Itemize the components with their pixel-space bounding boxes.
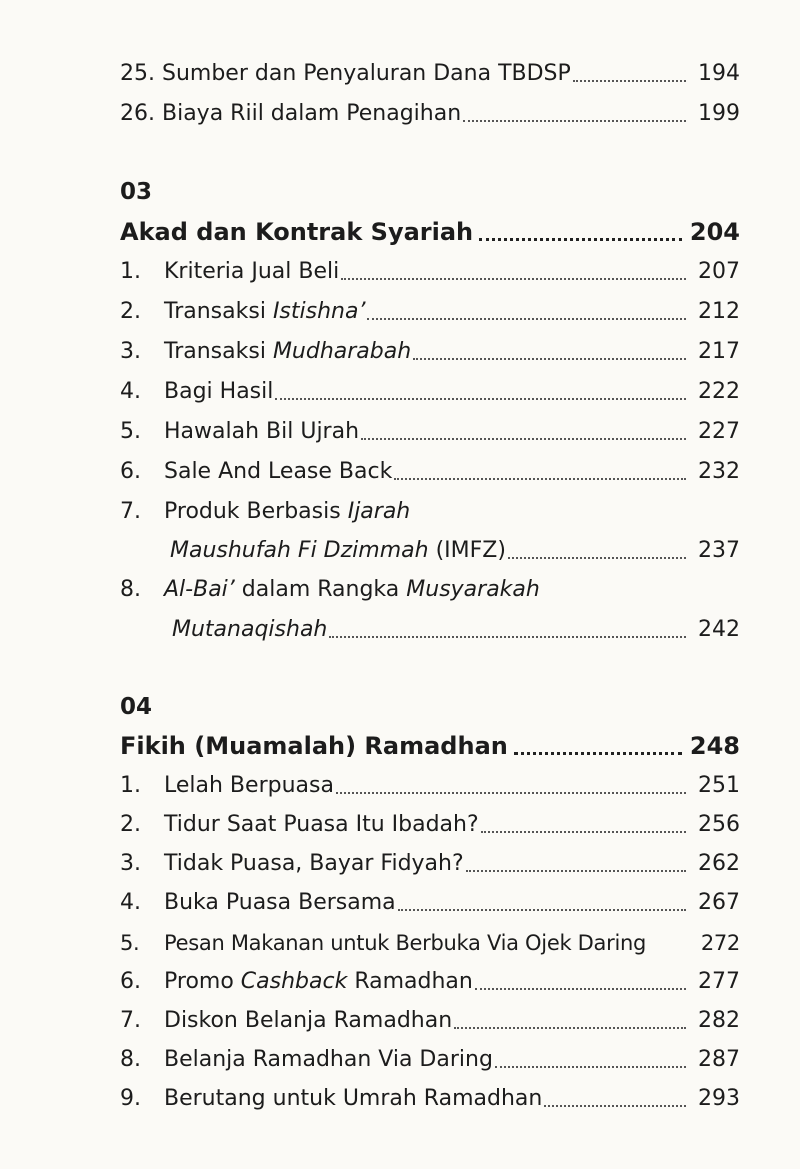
toc-entry bbox=[120, 1046, 740, 1074]
leader-dots bbox=[508, 556, 686, 559]
leader-dots bbox=[544, 1104, 686, 1107]
toc-entry-line1 bbox=[120, 498, 740, 526]
toc-entry-25 bbox=[120, 60, 740, 88]
section-page: 204 bbox=[689, 218, 740, 246]
entry-title: Bagi Hasil bbox=[164, 379, 274, 404]
leader-dots bbox=[475, 987, 686, 990]
toc-entry bbox=[120, 298, 740, 326]
entry-number: 6. bbox=[120, 969, 141, 994]
toc-entry bbox=[120, 1085, 740, 1113]
entry-title: Tidak Puasa, Bayar Fidyah? bbox=[164, 851, 464, 876]
leader-dots bbox=[466, 869, 686, 872]
leader-dots bbox=[367, 317, 686, 320]
entry-number: 3. bbox=[120, 339, 141, 364]
entry-title: Kriteria Jual Beli bbox=[164, 259, 340, 284]
entry-page: 277 bbox=[698, 969, 740, 994]
entry-page: 232 bbox=[698, 459, 740, 484]
entry-page: 194 bbox=[698, 61, 740, 86]
leader-dots bbox=[398, 908, 686, 911]
toc-entry bbox=[120, 850, 740, 878]
entry-title: Belanja Ramadhan Via Daring bbox=[164, 1047, 493, 1072]
entry-number: 1. bbox=[120, 773, 141, 798]
toc-entry-26 bbox=[120, 100, 740, 128]
toc-entry bbox=[120, 889, 740, 917]
entry-page: 227 bbox=[698, 419, 740, 444]
section-title: Akad dan Kontrak Syariah bbox=[120, 218, 474, 246]
leader-dots bbox=[394, 477, 686, 480]
toc-entry-line2 bbox=[120, 616, 740, 644]
leader-dots bbox=[361, 437, 686, 440]
entry-page: 199 bbox=[698, 101, 740, 126]
entry-title: Pesan Makanan untuk Berbuka Via Ojek Daring bbox=[164, 931, 647, 955]
toc-entry bbox=[120, 458, 740, 486]
entry-page: 282 bbox=[698, 1008, 740, 1033]
toc-entry-line1 bbox=[120, 576, 740, 604]
entry-title: Tidur Saat Puasa Itu Ibadah? bbox=[164, 812, 479, 837]
entry-page: 242 bbox=[698, 617, 740, 642]
entry-page: 262 bbox=[698, 851, 740, 876]
entry-page: 256 bbox=[698, 812, 740, 837]
entry-title-cont: Mutanaqishah bbox=[172, 617, 328, 642]
entry-title: Al-Bai’ dalam Rangka Musyarakah bbox=[164, 577, 540, 602]
entry-title: Biaya Riil dalam Penagihan bbox=[162, 101, 462, 126]
leader-dots bbox=[495, 1065, 686, 1068]
entry-number: 25. bbox=[120, 61, 155, 86]
section-title: Fikih (Muamalah) Ramadhan bbox=[120, 732, 508, 760]
toc-entry bbox=[120, 338, 740, 366]
leader-dots bbox=[463, 119, 686, 122]
leader-dots bbox=[413, 357, 686, 360]
entry-page: 207 bbox=[698, 259, 740, 284]
entry-title-cont: Maushufah Fi Dzimmah (IMFZ) bbox=[170, 538, 506, 563]
entry-number: 8. bbox=[120, 577, 141, 602]
leader-dots bbox=[341, 277, 686, 280]
entry-number: 4. bbox=[120, 379, 141, 404]
toc-entry-line2 bbox=[120, 537, 740, 565]
entry-page: 217 bbox=[698, 339, 740, 364]
entry-number: 7. bbox=[120, 499, 141, 524]
leader-dots bbox=[573, 79, 686, 82]
entry-number: 8. bbox=[120, 1047, 141, 1072]
leader-dots bbox=[329, 635, 686, 638]
entry-number: 2. bbox=[120, 812, 141, 837]
leader-dots bbox=[454, 1026, 686, 1029]
entry-number: 7. bbox=[120, 1008, 141, 1033]
leader-dots bbox=[275, 397, 686, 400]
entry-title: Sale And Lease Back bbox=[164, 459, 393, 484]
entry-page: 267 bbox=[698, 890, 740, 915]
entry-page: 287 bbox=[698, 1047, 740, 1072]
section-page: 248 bbox=[689, 732, 740, 760]
entry-title: Diskon Belanja Ramadhan bbox=[164, 1008, 453, 1033]
leader-dots bbox=[336, 791, 686, 794]
entry-page: 237 bbox=[698, 538, 740, 563]
toc-entry bbox=[120, 418, 740, 446]
entry-title: Produk Berbasis Ijarah bbox=[164, 499, 411, 524]
entry-page: 293 bbox=[698, 1086, 740, 1111]
toc-entry bbox=[120, 1007, 740, 1035]
entry-title: Transaksi Mudharabah bbox=[164, 339, 412, 364]
section-number: 04 bbox=[120, 694, 153, 720]
entry-number: 1. bbox=[120, 259, 141, 284]
entry-title: Lelah Berpuasa bbox=[164, 773, 334, 798]
leader-dots bbox=[479, 237, 682, 241]
section-heading bbox=[120, 731, 740, 761]
toc-entry bbox=[120, 811, 740, 839]
entry-title: Berutang untuk Umrah Ramadhan bbox=[164, 1086, 543, 1111]
entry-number: 4. bbox=[120, 890, 141, 915]
toc-entry bbox=[120, 772, 740, 800]
toc-entry bbox=[120, 258, 740, 286]
entry-title: Promo Cashback Ramadhan bbox=[164, 969, 473, 994]
toc-entry bbox=[120, 929, 740, 957]
entry-number: 5. bbox=[120, 419, 141, 444]
entry-number: 2. bbox=[120, 299, 141, 324]
toc-entry bbox=[120, 968, 740, 996]
entry-number: 5. bbox=[120, 931, 140, 955]
entry-title: Buka Puasa Bersama bbox=[164, 890, 396, 915]
toc-entry bbox=[120, 378, 740, 406]
entry-title: Hawalah Bil Ujrah bbox=[164, 419, 360, 444]
entry-page: 251 bbox=[698, 773, 740, 798]
entry-page: 272 bbox=[700, 931, 740, 955]
section-number: 03 bbox=[120, 179, 153, 205]
leader-dots bbox=[514, 751, 682, 755]
entry-title: Sumber dan Penyaluran Dana TBDSP bbox=[162, 61, 571, 86]
entry-number: 9. bbox=[120, 1086, 141, 1111]
entry-number: 6. bbox=[120, 459, 141, 484]
entry-page: 222 bbox=[698, 379, 740, 404]
entry-number: 26. bbox=[120, 101, 155, 126]
entry-title: Transaksi Istishna’ bbox=[164, 299, 366, 324]
leader-dots bbox=[481, 830, 686, 833]
entry-page: 212 bbox=[698, 299, 740, 324]
entry-number: 3. bbox=[120, 851, 141, 876]
section-heading bbox=[120, 217, 740, 247]
